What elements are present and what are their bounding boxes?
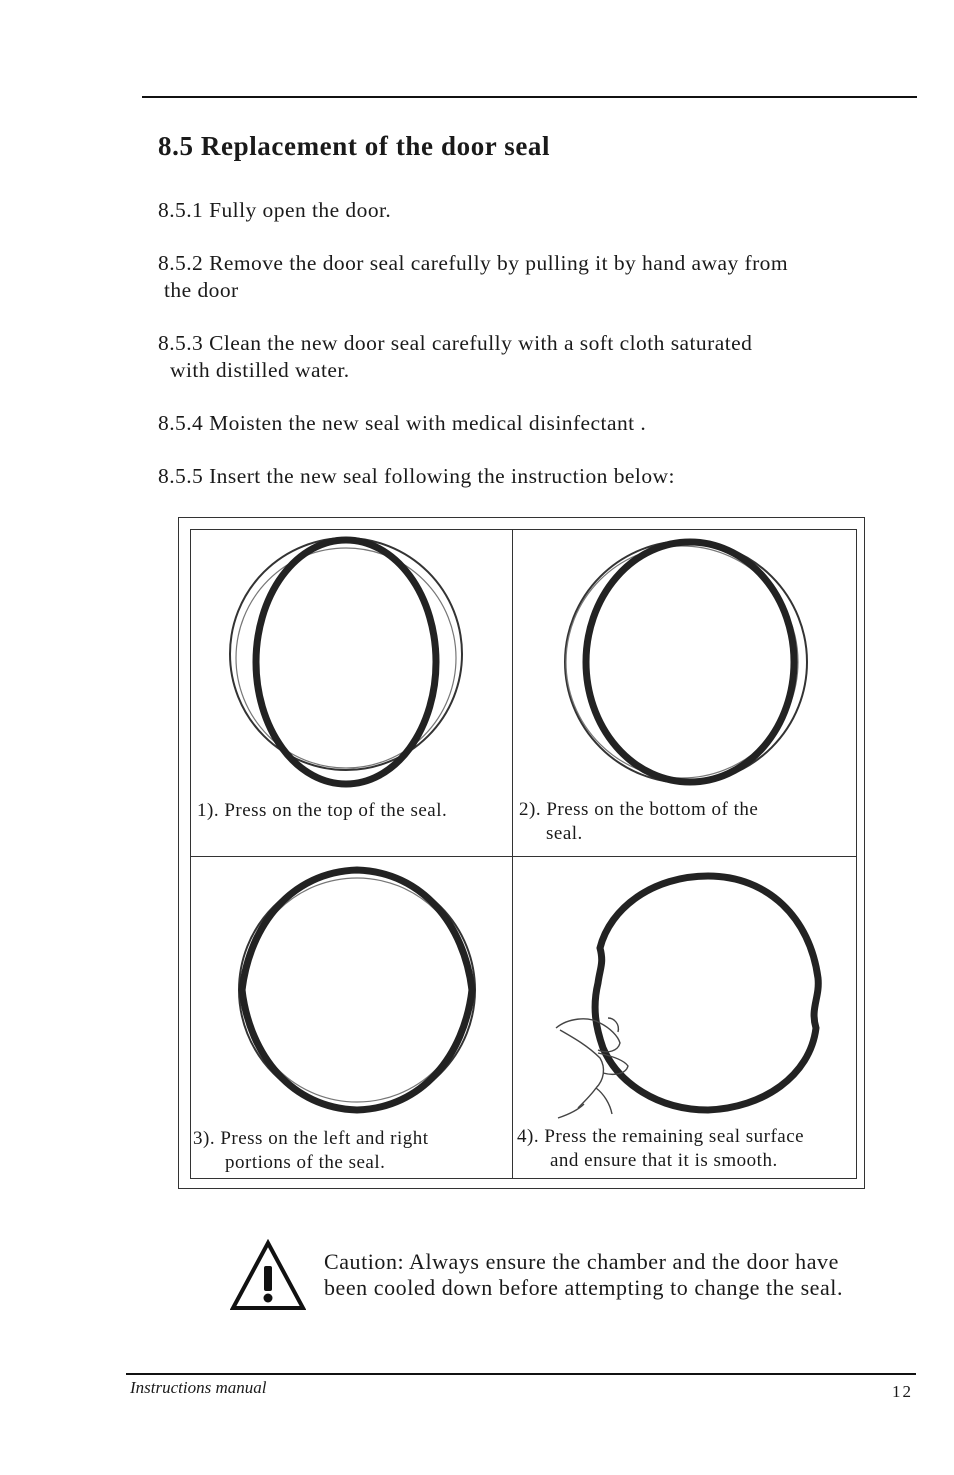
- step-text-continued: with distilled water.: [170, 358, 350, 382]
- step-8-5-2: [158, 250, 788, 304]
- panel-1-caption: [197, 799, 447, 823]
- step-8-5-3: [158, 330, 752, 384]
- panel-3-caption: [193, 1127, 429, 1175]
- caption-text: 2). Press on the bottom of the: [519, 799, 759, 820]
- page-number: 12: [892, 1382, 913, 1401]
- step-text: 8.5.5 Insert the new seal following the instruction below:: [158, 464, 675, 488]
- figure-divider-vertical: [512, 529, 513, 1179]
- step-text-continued: the door: [164, 278, 239, 302]
- seal-pressed-sides-illustration: [232, 864, 482, 1116]
- caution-text-continued: been cooled down before attempting to change the seal.: [324, 1275, 844, 1300]
- seal-pressed-top-illustration: [222, 534, 472, 794]
- step-8-5-1: [158, 197, 391, 224]
- caution-note: [324, 1249, 843, 1301]
- panel-2-caption: [519, 798, 758, 846]
- step-8-5-4: [158, 410, 646, 437]
- figure-divider-horizontal: [190, 856, 856, 857]
- panel-4-caption: [517, 1125, 804, 1173]
- caption-text-continued: and ensure that it is smooth.: [550, 1150, 778, 1171]
- header-rule: [142, 96, 917, 98]
- step-text: 8.5.1 Fully open the door.: [158, 198, 392, 222]
- caption-text: 1). Press on the top of the seal.: [197, 800, 448, 821]
- caption-text-continued: portions of the seal.: [225, 1152, 386, 1173]
- section-heading: 8.5 Replacement of the door seal: [158, 131, 551, 161]
- footer-rule: [126, 1373, 916, 1375]
- caption-text: 4). Press the remaining seal surface: [517, 1126, 805, 1147]
- hand-smoothing-seal-illustration: [548, 868, 828, 1120]
- step-8-5-5: [158, 463, 675, 490]
- caution-text: Caution: Always ensure the chamber and the door have: [324, 1249, 839, 1274]
- footer-label: Instructions manual: [130, 1378, 267, 1397]
- seal-pressed-bottom-illustration: [560, 536, 812, 790]
- caption-text-continued: seal.: [546, 823, 583, 844]
- step-text: 8.5.3 Clean the new door seal carefully with a soft cloth saturated: [158, 331, 753, 355]
- caption-text: 3). Press on the left and right: [193, 1128, 429, 1149]
- step-text: 8.5.4 Moisten the new seal with medical disinfectant .: [158, 411, 647, 435]
- warning-triangle-icon: [230, 1239, 306, 1311]
- step-text: 8.5.2 Remove the door seal carefully by pulling it by hand away from: [158, 251, 789, 275]
